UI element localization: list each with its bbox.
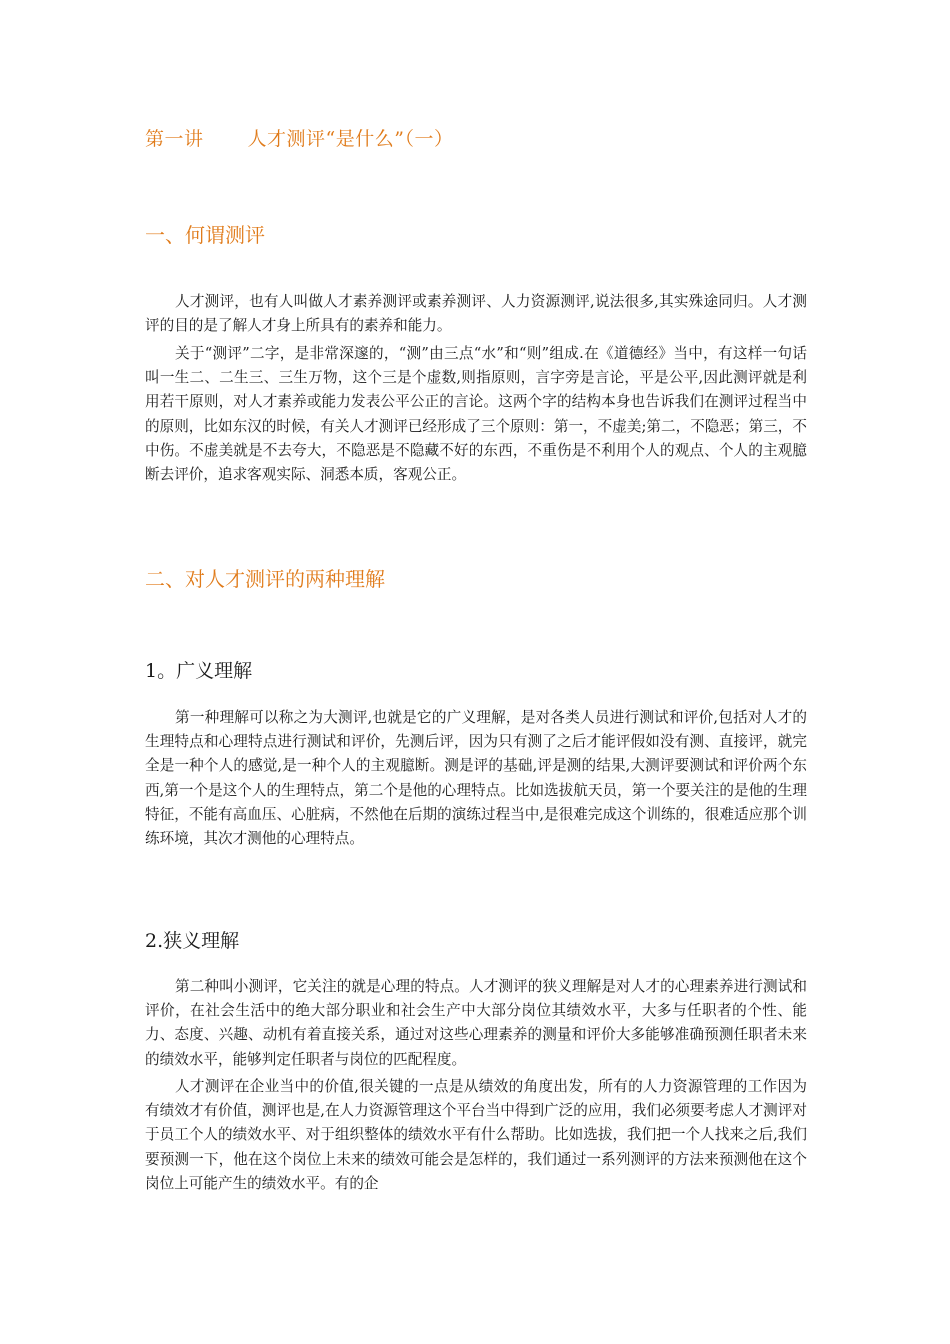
lecture-title-text: 人才测评“是什么”（一） — [247, 128, 454, 150]
paragraph: 关于“测评”二字，是非常深邃的，“测”由三点“水”和“则”组成.在《道德经》当中，有这样一句话叫一生二、二生三、三生万物，这个三是个虚数,则指原则，言字旁是言论，平是公平,因此测评就是利用若干原则，对人才素养或能力发表公平公正的言论。这两个字的结构本身也告诉我们在测评过程当中的原则，比如东汉的时候，有关人才测评已经形成了三个原则：第一，不虚美;第二，不隐恶；第三，不中伤。不虚美就是不去夸大，不隐恶是不隐藏不好的东西，不重伤是不利用个人的观点、个人的主观臆断去评价，追求客观实际、洞悉本质，客观公正。 — [145, 345, 807, 484]
lecture-title — [145, 124, 453, 151]
paragraph: 第一种理解可以称之为大测评,也就是它的广义理解，是对各类人员进行测试和评价,包括对人才的生理特点和心理特点进行测试和评价，先测后评，因为只有测了之后才能评假如没有测、直接评，就完全是一种个人的感觉,是一种个人的主观臆断。测是评的基础,评是测的结果,大测评要测试和评价两个东西,第一个是这个人的生理特点，第二个是他的心理特点。比如选拔航天员，第一个要关注的是他的生理特征，不能有高血压、心脏病，不然他在后期的演练过程当中,是很难完成这个训练的，很难适应那个训练环境，其次才测他的心理特点。 — [145, 709, 807, 848]
paragraph: 人才测评，也有人叫做人才素养测评或素养测评、人力资源测评,说法很多,其实殊途同归。人才测评的目的是了解人才身上所具有的素养和能力。 — [145, 293, 807, 335]
paragraph: 人才测评在企业当中的价值,很关键的一点是从绩效的角度出发，所有的人力资源管理的工作因为有绩效才有价值，测评也是,在人力资源管理这个平台当中得到广泛的应用，我们必须要考虑人才测评对于员工个人的绩效水平、对于组织整体的绩效水平有什么帮助。比如选拔，我们把一个人找来之后,我们要预测一下，他在这个岗位上未来的绩效可能会是怎样的，我们通过一系列测评的方法来预测他在这个岗位上可能产生的绩效水平。有的企 — [145, 1078, 807, 1192]
subheading-broad-understanding: 1。广义理解 — [145, 660, 253, 682]
lecture-label: 第一讲 — [145, 128, 204, 150]
subheading-narrow-understanding: 2.狭义理解 — [145, 930, 240, 952]
section-heading-what-is-assessment: 一、何谓测评 — [145, 223, 265, 247]
paragraph: 第二种叫小测评，它关注的就是心理的特点。人才测评的狭义理解是对人才的心理素养进行测试和评价，在社会生活中的绝大部分职业和社会生产中大部分岗位其绩效水平，大多与任职者的个性、能力、态度、兴趣、动机有着直接关系，通过对这些心理素养的测量和评价大多能够准确预测任职者未来的绩效水平，能够判定任职者与岗位的匹配程度。 — [145, 978, 807, 1068]
section-heading-two-understandings: 二、对人才测评的两种理解 — [145, 567, 385, 591]
